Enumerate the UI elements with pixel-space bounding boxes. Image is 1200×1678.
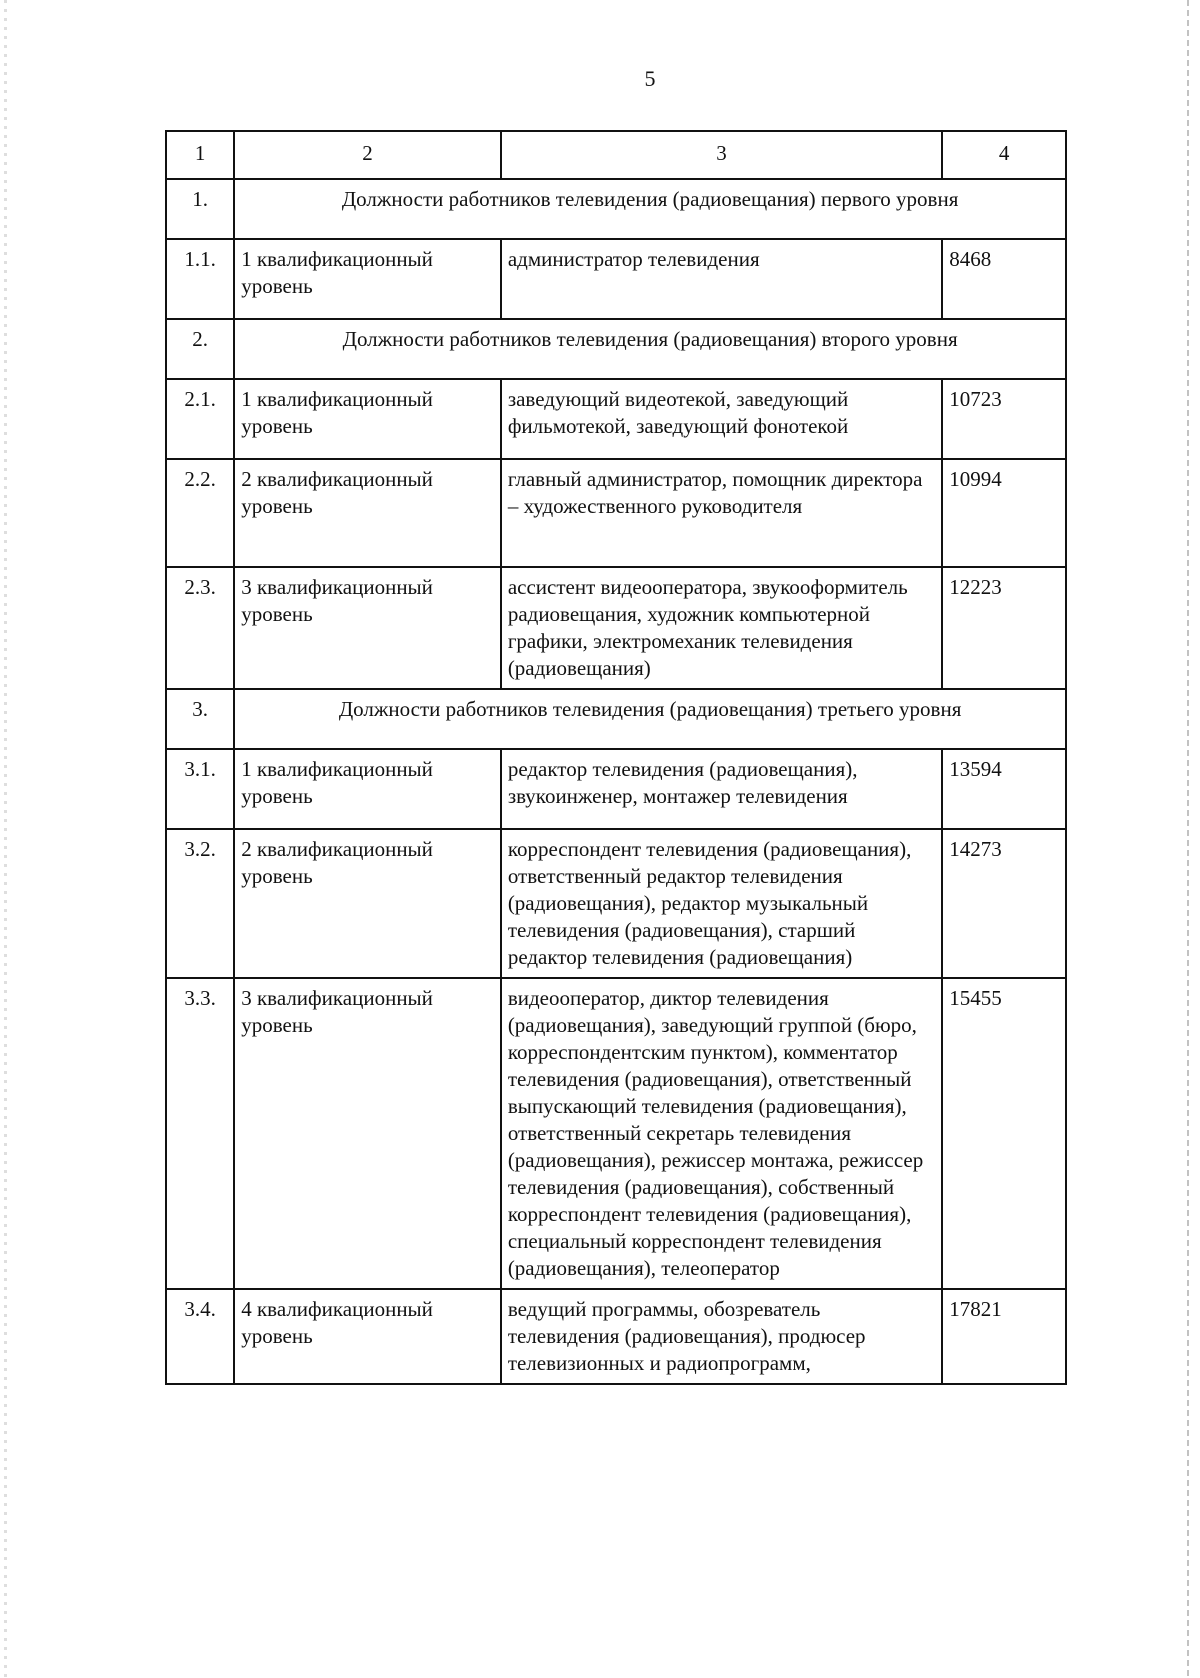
qualification-level: 3 квалификационный уровень	[234, 567, 501, 689]
header-col-4: 4	[942, 131, 1066, 179]
table-row	[166, 379, 1066, 459]
row-number: 2.1.	[166, 379, 234, 459]
group-number: 3.	[166, 689, 234, 749]
salary-value: 15455	[942, 978, 1066, 1289]
salary-value: 8468	[942, 239, 1066, 319]
salary-value: 17821	[942, 1289, 1066, 1384]
positions-list: главный администратор, помощник директора – художественного руководителя	[501, 459, 942, 567]
positions-list: ведущий программы, обозреватель телевидения (радиовещания), продюсер телевизионных и радиопрограмм,	[501, 1289, 942, 1384]
group-title: Должности работников телевидения (радиовещания) второго уровня	[234, 319, 1066, 379]
table-row	[166, 978, 1066, 1289]
positions-list: видеооператор, диктор телевидения (радиовещания), заведующий группой (бюро, корреспондентским пунктом), комментатор телевидения (радиовещания), ответственный выпускающий телевидения (радиовещания), ответственный секретарь телевидения (радиовещания), режиссер монтажа, режиссер телевидения (радиовещания), собственный корреспондент телевидения (радиовещания), специальный корреспондент телевидения (радиовещания), телеоператор	[501, 978, 942, 1289]
staff-positions-table	[165, 130, 1067, 1385]
group-row	[166, 179, 1066, 239]
positions-list: корреспондент телевидения (радиовещания), ответственный редактор телевидения (радиовещания), редактор музыкальный телевидения (радиовещания), старший редактор телевидения (радиовещания)	[501, 829, 942, 978]
scan-edge-left	[4, 0, 7, 1678]
table-row	[166, 749, 1066, 829]
table-row	[166, 239, 1066, 319]
qualification-level: 2 квалификационный уровень	[234, 459, 501, 567]
header-col-3: 3	[501, 131, 942, 179]
salary-value: 13594	[942, 749, 1066, 829]
group-number: 1.	[166, 179, 234, 239]
group-row	[166, 689, 1066, 749]
row-number: 3.4.	[166, 1289, 234, 1384]
qualification-level: 3 квалификационный уровень	[234, 978, 501, 1289]
row-number: 1.1.	[166, 239, 234, 319]
positions-list: редактор телевидения (радиовещания), звукоинженер, монтажер телевидения	[501, 749, 942, 829]
table-header-row	[166, 131, 1066, 179]
group-row	[166, 319, 1066, 379]
table-row	[166, 459, 1066, 567]
page-number: 5	[644, 66, 656, 91]
group-title: Должности работников телевидения (радиовещания) первого уровня	[234, 179, 1066, 239]
salary-value: 10723	[942, 379, 1066, 459]
qualification-level: 4 квалификационный уровень	[234, 1289, 501, 1384]
row-number: 2.3.	[166, 567, 234, 689]
qualification-level: 1 квалификационный уровень	[234, 239, 501, 319]
table-row	[166, 567, 1066, 689]
qualification-level: 2 квалификационный уровень	[234, 829, 501, 978]
group-number: 2.	[166, 319, 234, 379]
row-number: 3.1.	[166, 749, 234, 829]
qualification-level: 1 квалификационный уровень	[234, 749, 501, 829]
row-number: 3.3.	[166, 978, 234, 1289]
table-row	[166, 829, 1066, 978]
positions-list: заведующий видеотекой, заведующий фильмотекой, заведующий фонотекой	[501, 379, 942, 459]
salary-value: 12223	[942, 567, 1066, 689]
header-col-2: 2	[234, 131, 501, 179]
row-number: 3.2.	[166, 829, 234, 978]
scan-edge-right	[1187, 0, 1189, 1678]
row-number: 2.2.	[166, 459, 234, 567]
table-row	[166, 1289, 1066, 1384]
qualification-level: 1 квалификационный уровень	[234, 379, 501, 459]
group-title: Должности работников телевидения (радиовещания) третьего уровня	[234, 689, 1066, 749]
salary-value: 14273	[942, 829, 1066, 978]
salary-value: 10994	[942, 459, 1066, 567]
positions-list: ассистент видеооператора, звукооформитель радиовещания, художник компьютерной графики, электромеханик телевидения (радиовещания)	[501, 567, 942, 689]
header-col-1: 1	[166, 131, 234, 179]
positions-list: администратор телевидения	[501, 239, 942, 319]
